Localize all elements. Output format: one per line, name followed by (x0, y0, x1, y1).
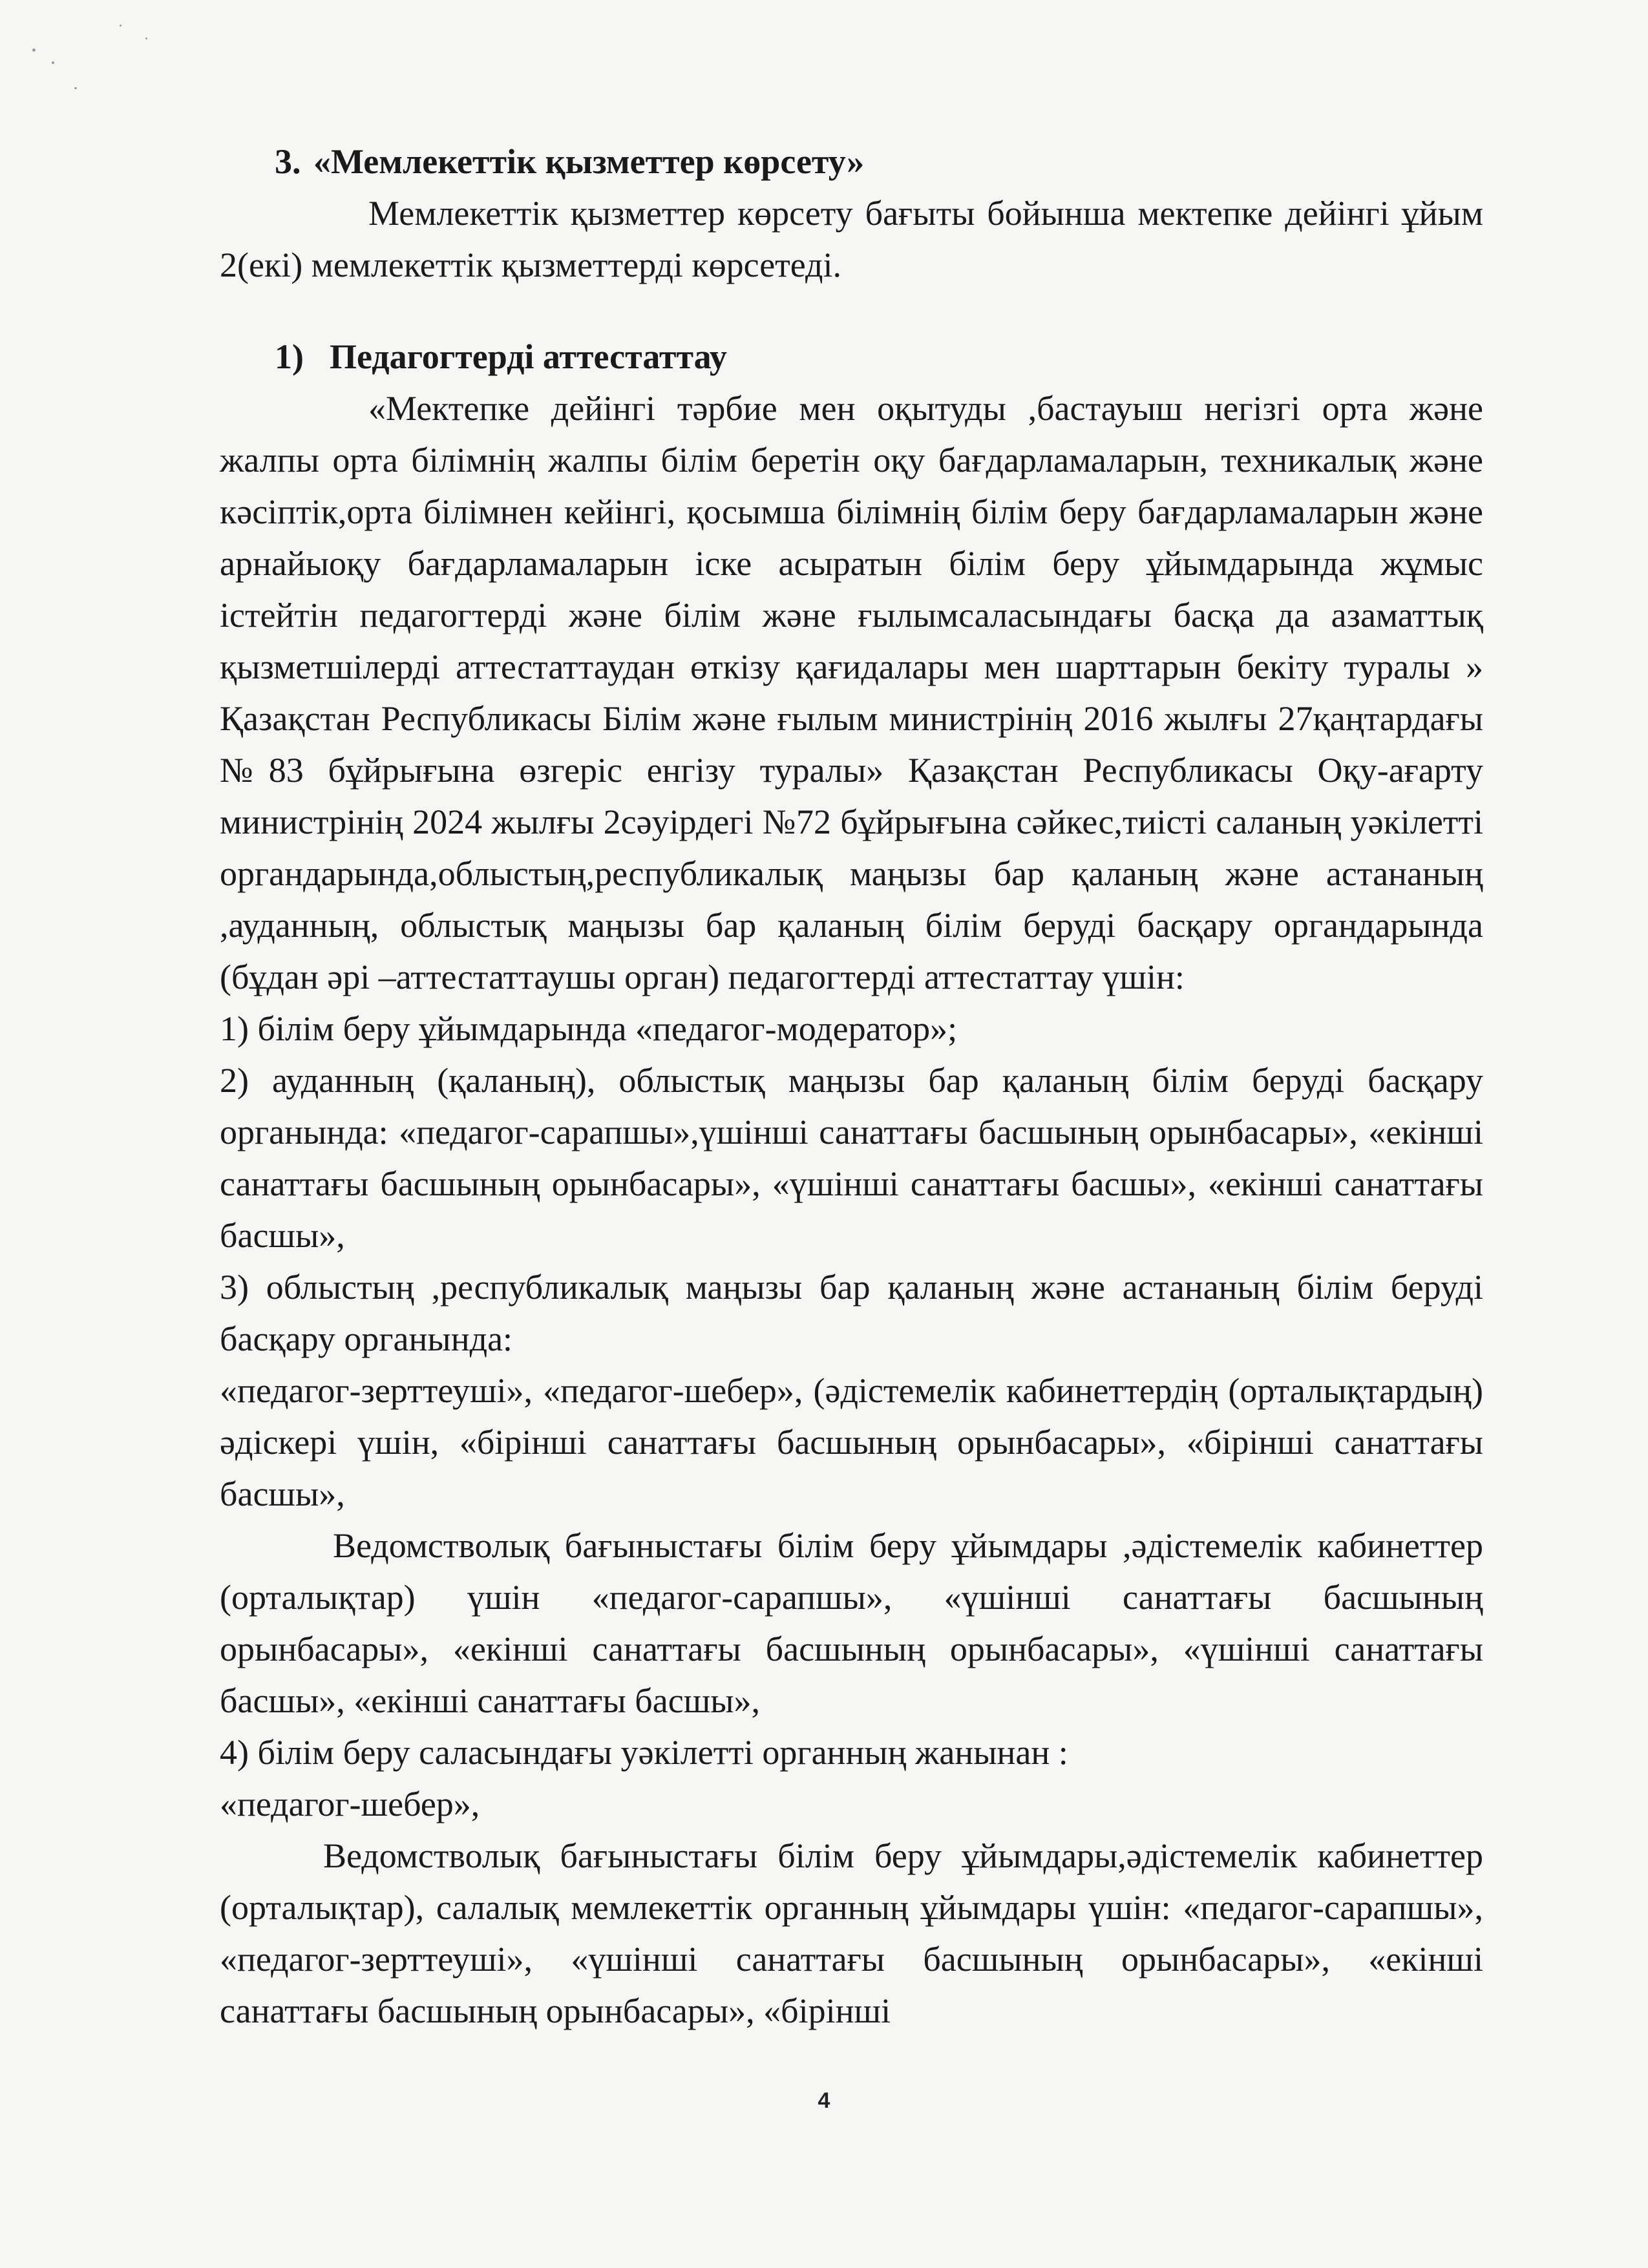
list-item-4: 4) білім беру саласындағы уәкілетті органның жанынан : (220, 1733, 1068, 1772)
spacer (220, 291, 1483, 331)
subsection-heading (275, 331, 1483, 383)
paragraph-departmental-2: Ведомстволық бағыныстағы білім беру ұйымдары,әдістемелік кабинеттер (орталықтар), салалық мемлекеттік органның ұйымдары үшін: «педагог-сарапшы», «педагог-зерттеуші», «үшінші санаттағы басшының орынбасары», «екінші санаттағы басшының орынбасары», «бірінші (220, 1836, 1483, 2030)
document-body (220, 136, 1483, 2037)
list-item-1: 1) білім беру ұйымдарында «педагог-модератор»; (220, 1009, 958, 1048)
list-item-2: 2) ауданның (қаланың), облыстық маңызы бар қаланың білім беруді басқару органында: «педагог-сарапшы»,үшінші санаттағы басшының орынбасары», «екінші санаттағы басшының орынбасары», «үшінші санаттағы басшы», «екінші санаттағы басшы», (220, 1061, 1483, 1255)
paragraph-departmental-1: Ведомстволық бағыныстағы білім беру ұйымдары ,әдістемелік кабинеттер (орталықтар) үшін «педагог-сарапшы», «үшінші санаттағы басшының орынбасары», «екінші санаттағы басшының орынбасары», «үшінші санаттағы басшы», «екінші санаттағы басшы», (220, 1526, 1483, 1720)
paragraph-main: «Мектепке дейінгі тәрбие мен оқытуды ,бастауыш негізгі орта және жалпы орта білімнің жалпы білім беретін оқу бағдарламаларын, техникалық және кәсіптік,орта білімнен кейінгі, қосымша білімнің білім беру бағдарламаларын және арнайыоқу бағдарламаларын іске асыратын білім беру ұйымдарында жұмыс істейтін педагогтерді және білім және ғылымсаласындағы басқа да азаматтық қызметшілерді аттестаттаудан өткізу қағидалары мен шарттарын бекіту туралы » Қазақстан Республикасы Білім және ғылым министрінің 2016 жылғы 27қаңтардағы №83 бұйрығына өзгеріс енгізу туралы» Қазақстан Республикасы Оқу-ағарту министрінің 2024 жылғы 2сәуірдегі №72 бұйрығына сәйкес,тиісті саланың уәкілетті органдарында,облыстың,республикалық маңызы бар қаланың және астананың ,ауданның, облыстық маңызы бар қаланың білім беруді басқару органдарында (бұдан әрі –аттестаттаушы орган) педагогтерді аттестаттау үшін: (220, 389, 1483, 996)
subsection-title: Педагогтерді аттестаттау (330, 337, 727, 376)
list-item-3: 3) облыстың ,республикалық маңызы бар қаланың және астананың білім беруді басқару органында: (220, 1268, 1483, 1358)
subsection-number: 1) (275, 337, 304, 376)
section-intro: Мемлекеттік қызметтер көрсету бағыты бойынша мектепке дейінгі ұйым 2(екі) мемлекеттік қызметтерді көрсетеді. (220, 194, 1483, 284)
section-heading (275, 136, 1483, 187)
scan-specks (13, 13, 142, 103)
page-number: 4 (818, 2088, 830, 2113)
section-number: 3. (275, 142, 301, 181)
list-item-4-detail: «педагог-шебер», (220, 1785, 480, 1823)
list-item-3-detail: «педагог-зерттеуші», «педагог-шебер», (әдістемелік кабинеттердің (орталықтардың) әдіскері үшін, «бірінші санаттағы басшының орынбасары», «бірінші санаттағы басшы», (220, 1371, 1483, 1513)
section-title: «Мемлекеттік қызметтер көрсету» (313, 142, 865, 181)
